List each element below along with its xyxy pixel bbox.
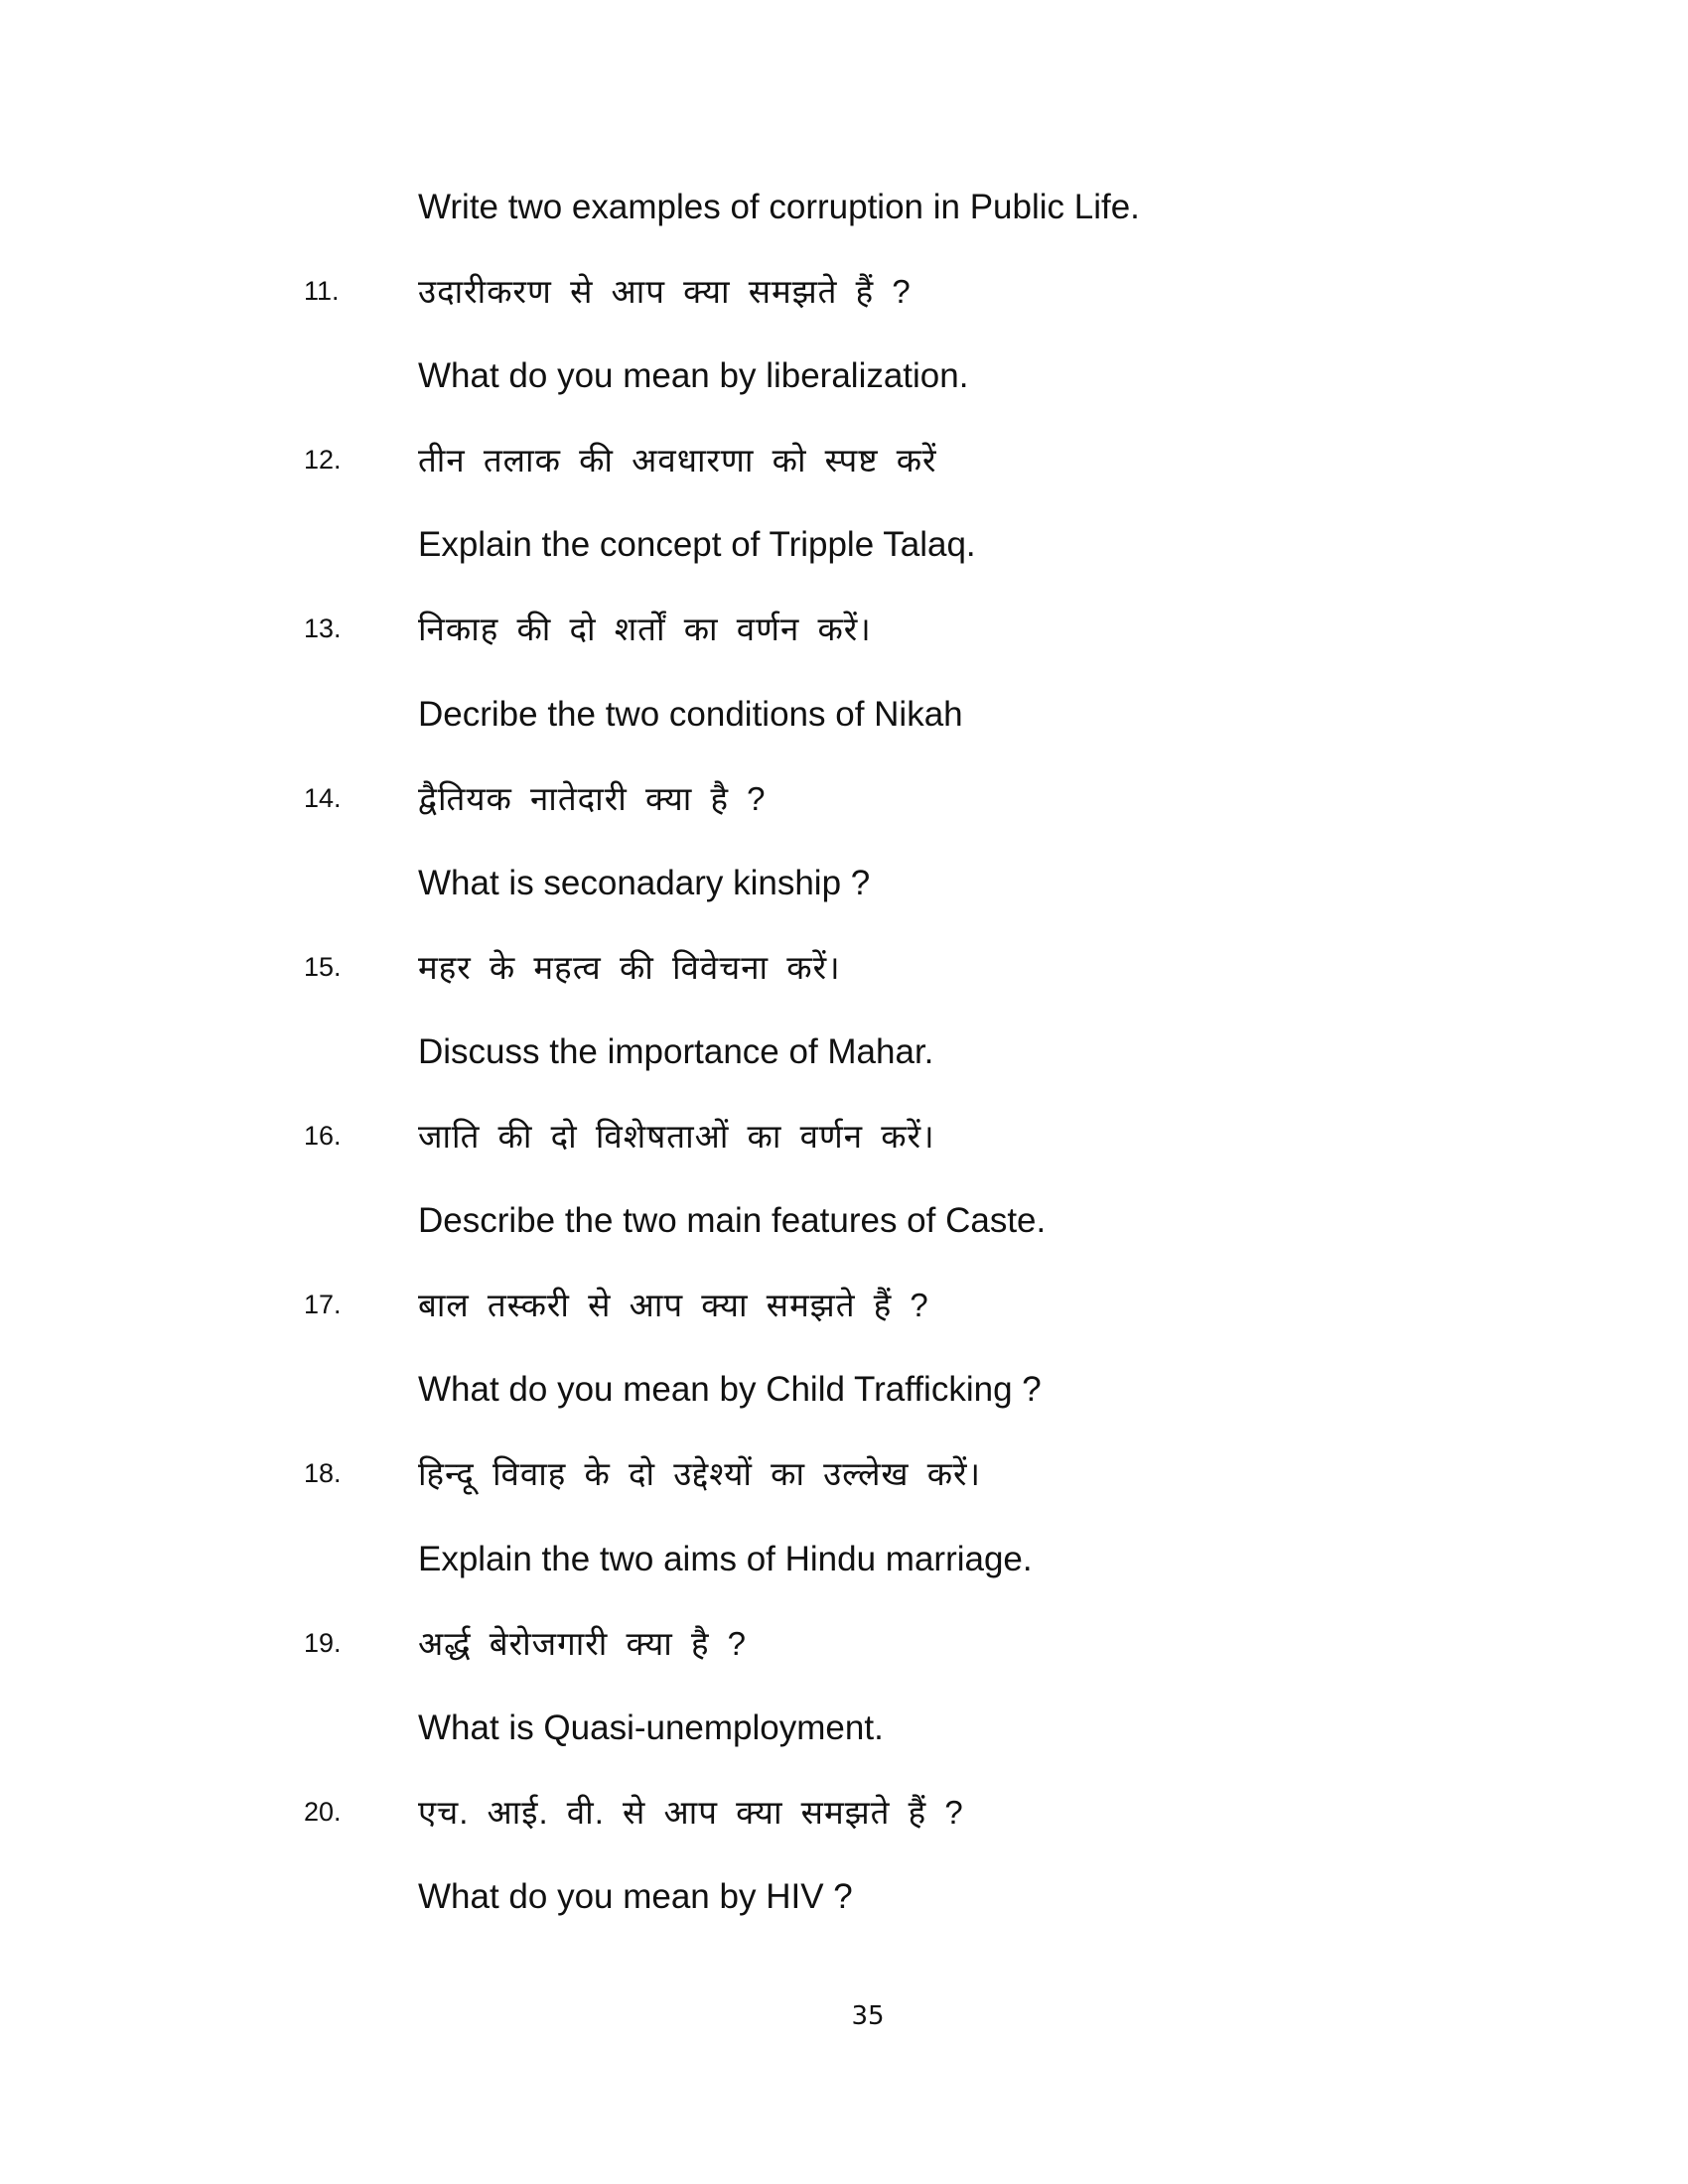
question-hindi-line	[0, 587, 1688, 671]
question-number: 16.	[304, 1121, 342, 1152]
english-question: Write two examples of corruption in Public Life.	[418, 188, 1140, 226]
hindi-question: निकाह की दो शर्तों का वर्णन करें।	[418, 611, 872, 648]
hindi-question: हिन्दू विवाह के दो उद्देश्यों का उल्लेख करें।	[418, 1455, 982, 1493]
question-hindi-line	[0, 1094, 1688, 1178]
question-english-line	[0, 1010, 1688, 1094]
question-hindi-line	[0, 1601, 1688, 1686]
question-english-line	[0, 1686, 1688, 1770]
hindi-question: जाति की दो विशेषताओं का वर्णन करें।	[418, 1118, 935, 1156]
question-english-line	[0, 672, 1688, 756]
question-number: 15.	[304, 951, 342, 982]
question-english-line	[0, 1517, 1688, 1601]
english-question: What do you mean by liberalization.	[418, 356, 969, 396]
intro-line	[0, 165, 1688, 249]
question-english-line	[0, 1854, 1688, 1939]
question-hindi-line	[0, 756, 1688, 841]
hindi-question: एच. आई. वी. से आप क्या समझते हैं ?	[418, 1793, 964, 1831]
english-question: What is Quasi-unemployment.	[418, 1707, 884, 1747]
question-number: 14.	[304, 782, 342, 813]
question-number: 17.	[304, 1290, 342, 1320]
hindi-question: बाल तस्करी से आप क्या समझते हैं ?	[418, 1287, 929, 1324]
english-question: Explain the two aims of Hindu marriage.	[418, 1539, 1033, 1578]
hindi-question: तीन तलाक की अवधारणा को स्पष्ट करें	[418, 442, 937, 479]
english-question: Decribe the two conditions of Nikah	[418, 694, 963, 734]
question-list	[0, 165, 1688, 1939]
question-english-line	[0, 1347, 1688, 1432]
english-question: What do you mean by Child Trafficking ?	[418, 1370, 1042, 1410]
question-number: 13.	[304, 614, 342, 644]
page-number: 35	[851, 2001, 885, 2031]
question-hindi-line	[0, 1263, 1688, 1347]
question-english-line	[0, 1178, 1688, 1263]
english-question: Describe the two main features of Caste.	[418, 1201, 1047, 1241]
hindi-question: द्वैतियक नातेदारी क्या है ?	[418, 779, 767, 817]
question-hindi-line	[0, 418, 1688, 502]
question-number: 19.	[304, 1627, 342, 1658]
english-question: What do you mean by HIV ?	[418, 1876, 853, 1916]
hindi-question: अर्द्ध बेरोजगारी क्या है ?	[418, 1624, 748, 1662]
question-number: 20.	[304, 1796, 342, 1827]
question-hindi-line	[0, 925, 1688, 1010]
question-number: 11.	[304, 276, 340, 307]
english-question: What is seconadary kinship ?	[418, 863, 871, 902]
english-question: Explain the concept of Tripple Talaq.	[418, 525, 976, 565]
question-hindi-line	[0, 1432, 1688, 1516]
question-hindi-line	[0, 249, 1688, 334]
hindi-question: उदारीकरण से आप क्या समझते हैं ?	[418, 273, 912, 311]
english-question: Discuss the importance of Mahar.	[418, 1031, 934, 1071]
question-english-line	[0, 502, 1688, 587]
question-english-line	[0, 841, 1688, 925]
question-hindi-line	[0, 1770, 1688, 1854]
question-english-line	[0, 334, 1688, 418]
question-number: 12.	[304, 445, 342, 476]
question-number: 18.	[304, 1458, 342, 1489]
hindi-question: महर के महत्व की विवेचना करें।	[418, 948, 841, 986]
